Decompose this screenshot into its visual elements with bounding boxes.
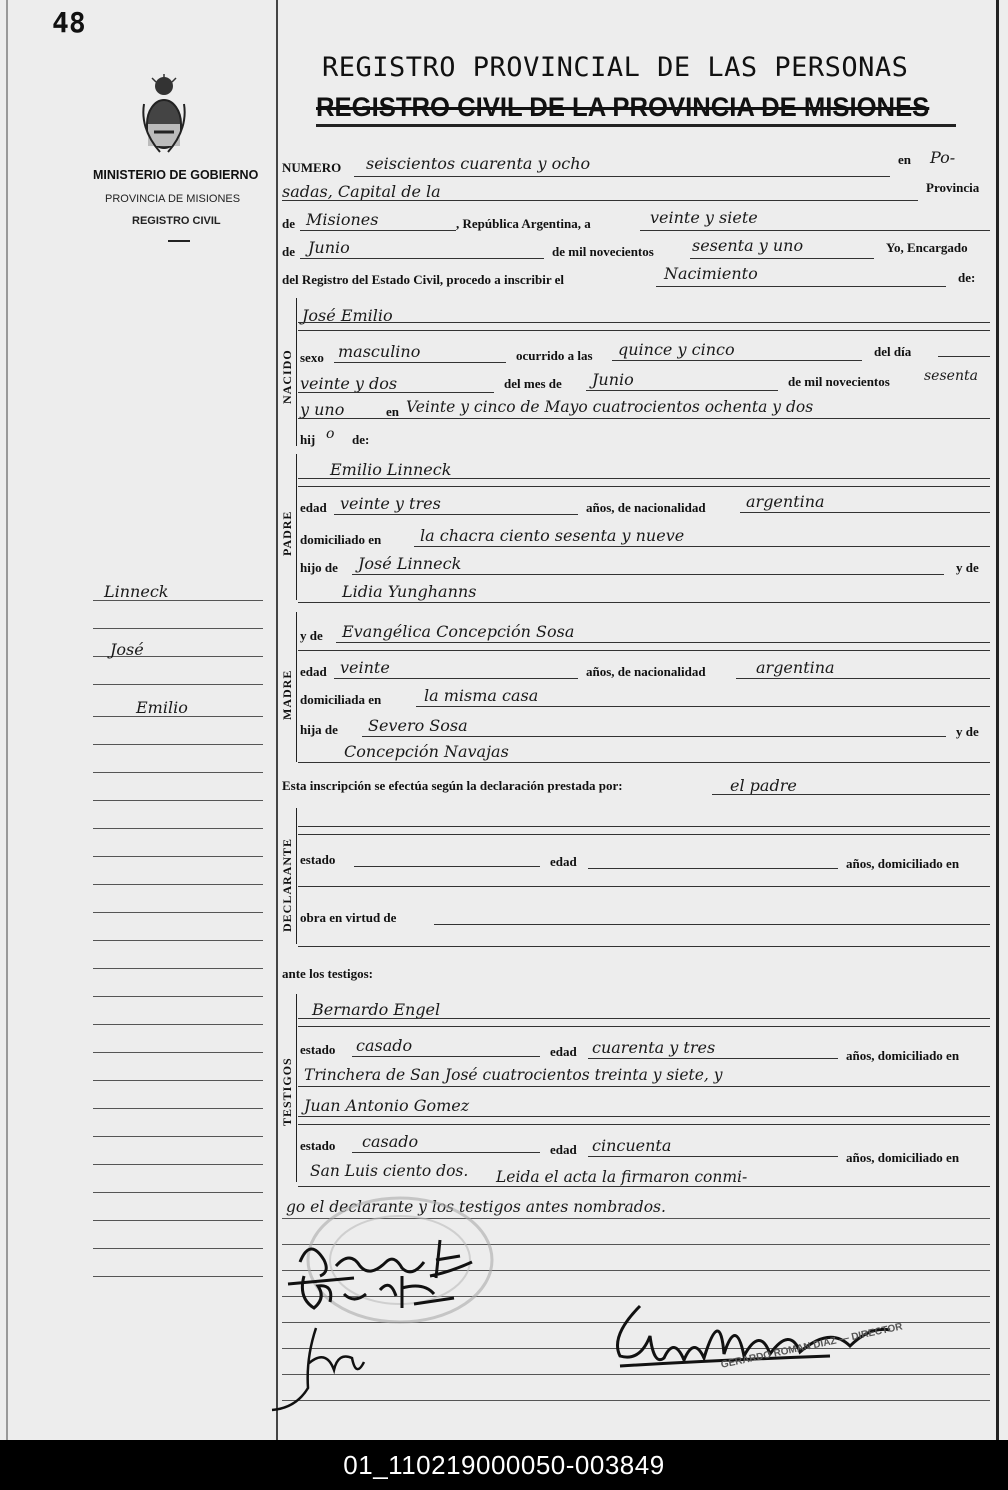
closing-line-1: Leida el acta la firmaron conmi- — [496, 1168, 748, 1186]
madre-nac: argentina — [756, 658, 835, 677]
del-dia-label: del día — [874, 344, 912, 359]
witness2-edad-label: edad — [550, 1142, 577, 1157]
nacido-year-start: sesenta — [924, 368, 978, 384]
nacido-en-label: en — [386, 404, 399, 419]
provincia-label: Provincia — [926, 180, 980, 195]
nacido-section-label: NACIDO — [280, 349, 294, 404]
declaration-value: el padre — [730, 776, 797, 795]
nacido-mil-label: de mil novecientos — [788, 374, 890, 389]
yo-label: Yo, Encargado — [886, 240, 968, 255]
witness2-edad: cincuenta — [592, 1136, 672, 1155]
padre-mother: Lidia Yunghanns — [342, 582, 477, 601]
padre-yde-label: y de — [956, 560, 979, 575]
witness1-edad-label: edad — [550, 1044, 577, 1059]
testigos-section-label: TESTIGOS — [280, 1057, 294, 1126]
declaration-label: Esta inscripción se efectúa según la declaración prestada por: — [282, 778, 623, 793]
madre-yde-label: y de — [300, 628, 323, 643]
de-label: de — [282, 216, 295, 231]
closing-line-2: go el declarante y los testigos antes nombrados. — [286, 1198, 666, 1216]
padre-hijo-label: hijo de — [300, 560, 338, 575]
month-value: Junio — [308, 238, 350, 257]
testigos-intro-label: ante los testigos: — [282, 966, 373, 981]
province-label: PROVINCIA DE MISIONES — [105, 193, 241, 205]
republica-label: , República Argentina, a — [456, 216, 591, 231]
declarante-obra-label: obra en virtud de — [300, 910, 397, 925]
madre-mother: Concepción Navajas — [344, 742, 509, 761]
margin-middlename: Emilio — [136, 698, 188, 717]
witness2-anos-label: años, domiciliado en — [846, 1150, 960, 1165]
city-cont: sadas, Capital de la — [282, 182, 441, 201]
hij-label: hij — [300, 432, 316, 447]
declarante-estado-label: estado — [300, 852, 336, 867]
registry-underline — [168, 240, 190, 242]
padre-name: Emilio Linneck — [330, 460, 452, 479]
padre-nac-label: años, de nacionalidad — [586, 500, 706, 515]
day-value: veinte y siete — [650, 208, 758, 227]
witness1-dom: Trinchera de San José cuatrocientos treinta y siete, y — [304, 1066, 723, 1084]
witness1-estado-label: estado — [300, 1042, 336, 1057]
right-edge — [996, 0, 999, 1440]
witness2-estado-label: estado — [300, 1138, 336, 1153]
witness2-estado: casado — [362, 1132, 419, 1151]
padre-dom-label: domiciliado en — [300, 532, 382, 547]
nacido-day: veinte y dos — [300, 374, 398, 393]
nacido-name: José Emilio — [302, 306, 393, 325]
registro-label: del Registro del Estado Civil, procedo a inscribir el — [282, 272, 565, 287]
signature-gomez — [256, 1318, 376, 1418]
footer-id: 01_110219000050-003849 — [0, 1440, 1008, 1490]
nacido-month: Junio — [592, 370, 634, 389]
madre-yde2-label: y de — [956, 724, 979, 739]
de3-label: de: — [958, 270, 976, 285]
declarante-anos-label: años, domiciliado en — [846, 856, 960, 871]
city-start: Po- — [930, 148, 956, 167]
numero-value: seiscientos cuarenta y ocho — [366, 154, 591, 173]
hij-value: o — [326, 426, 335, 442]
witness1-name: Bernardo Engel — [312, 1000, 441, 1019]
nacido-place: Veinte y cinco de Mayo cuatrocientos ochenta y dos — [406, 398, 814, 416]
ocurrido-label: ocurrido a las — [516, 348, 593, 363]
madre-nac-label: años, de nacionalidad — [586, 664, 706, 679]
madre-hija-label: hija de — [300, 722, 338, 737]
de2-label: de — [282, 244, 295, 259]
signature-officer — [600, 1296, 900, 1396]
page-number: 48 — [52, 6, 86, 39]
witness1-anos-label: años, domiciliado en — [846, 1048, 960, 1063]
numero-label: NUMERO — [282, 160, 342, 175]
act-value: Nacimiento — [664, 264, 758, 283]
coat-of-arms-icon — [140, 74, 188, 158]
margin-surname: Linneck — [104, 582, 169, 601]
madre-edad-label: edad — [300, 664, 327, 679]
province-value: Misiones — [306, 210, 379, 229]
witness1-estado: casado — [356, 1036, 413, 1055]
year-value: sesenta y uno — [692, 236, 804, 255]
witness2-dom: San Luis ciento dos. — [310, 1162, 469, 1180]
officer-stamp: GERARDO ROMAN DIAZ — DIRECTOR — [720, 1321, 904, 1371]
struck-rule — [316, 124, 956, 127]
madre-name: Evangélica Concepción Sosa — [342, 622, 575, 641]
sexo-value: masculino — [338, 342, 421, 361]
registry-label: REGISTRO CIVIL — [132, 215, 221, 227]
mes-label: del mes de — [504, 376, 562, 391]
ministry-label: MINISTERIO DE GOBIERNO — [93, 168, 259, 182]
madre-dom: la misma casa — [424, 686, 539, 705]
padre-edad: veinte y tres — [340, 494, 441, 513]
madre-edad: veinte — [340, 658, 390, 677]
en-label: en — [898, 152, 911, 167]
nacido-year-cont: y uno — [300, 400, 345, 419]
padre-dom: la chacra ciento sesenta y nueve — [420, 526, 685, 545]
mil-label: de mil novecientos — [552, 244, 654, 259]
padre-father: José Linneck — [358, 554, 462, 573]
left-edge — [6, 0, 8, 1440]
declarante-section-label: DECLARANTE — [280, 837, 294, 932]
padre-edad-label: edad — [300, 500, 327, 515]
hij-de-label: de: — [352, 432, 370, 447]
time-value: quince y cinco — [618, 340, 735, 359]
padre-section-label: PADRE — [280, 510, 294, 556]
header-title: REGISTRO PROVINCIAL DE LAS PERSONAS — [322, 52, 909, 83]
margin-rule — [276, 0, 278, 1440]
madre-father: Severo Sosa — [368, 716, 468, 735]
margin-firstname: José — [110, 640, 144, 659]
header-struck-title: REGISTRO CIVIL DE LA PROVINCIA DE MISIONES — [316, 92, 930, 122]
witness1-edad: cuarenta y tres — [592, 1038, 716, 1057]
madre-dom-label: domiciliada en — [300, 692, 382, 707]
signature-engel — [284, 1268, 474, 1318]
declarante-edad-label: edad — [550, 854, 577, 869]
sexo-label: sexo — [300, 350, 324, 365]
witness2-name: Juan Antonio Gomez — [304, 1096, 470, 1115]
padre-nac: argentina — [746, 492, 825, 511]
madre-section-label: MADRE — [280, 669, 294, 720]
